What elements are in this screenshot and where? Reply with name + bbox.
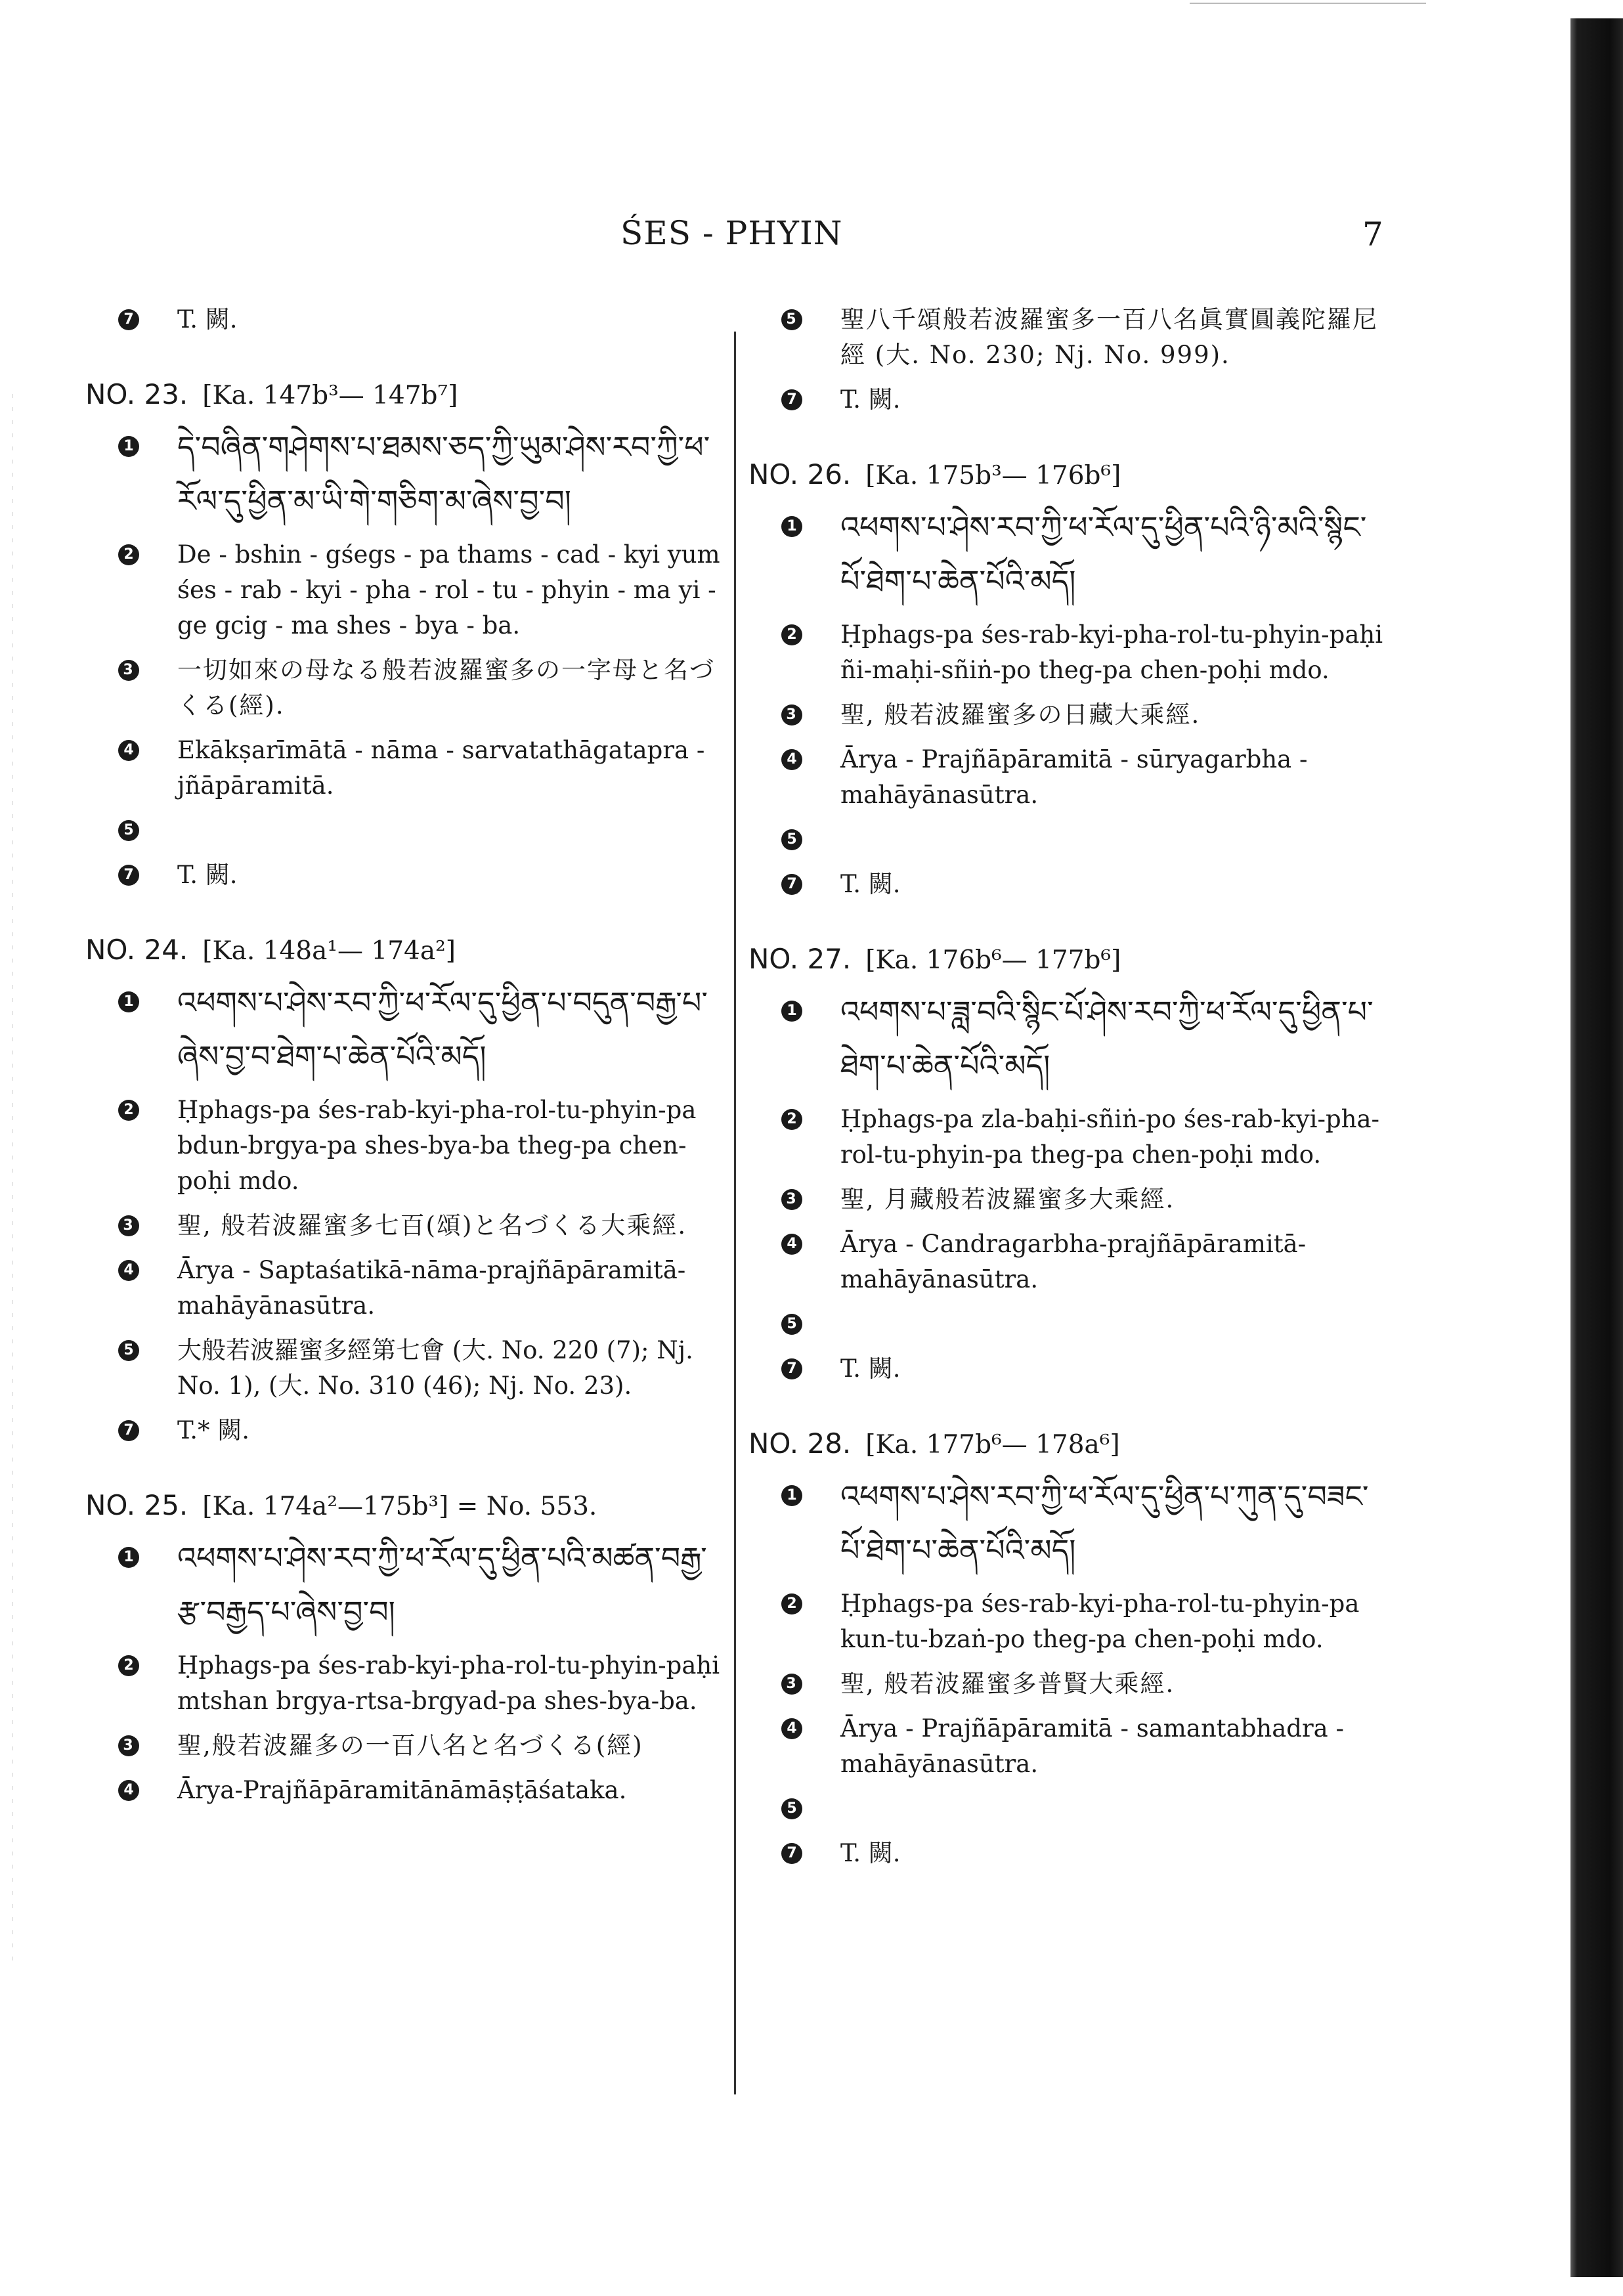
circled-number-marker-icon: 4 xyxy=(118,1780,139,1801)
circled-number-marker-icon: 1 xyxy=(118,436,139,457)
entry-field xyxy=(748,742,1392,813)
japanese-title: 一切如來の母なる般若波羅蜜多の一字母と名づくる(經). xyxy=(177,656,715,720)
circled-number-marker-icon: 7 xyxy=(781,1358,802,1379)
field-text: T. 闕. xyxy=(840,385,901,414)
circled-number-marker-icon: 7 xyxy=(118,865,139,886)
entry-field xyxy=(85,1333,725,1404)
circled-number-marker-icon: 1 xyxy=(118,991,139,1012)
entry-heading xyxy=(85,931,725,970)
field-text: T. 闕. xyxy=(177,861,238,889)
entry-field xyxy=(85,1093,725,1199)
tibetan-title: དེ་བཞིན་གཤེགས་པ་ཐམས་ཅད་ཀྱི་ཡུམ་ཤེས་རབ་ཀྱི་ཕ་རོལ་དུ་ཕྱིན་མ་ཡི་གེ་གཅིག་མ་ཞེས་བྱ་བ། xyxy=(177,429,710,519)
entry-field xyxy=(748,1102,1392,1173)
field-text: T.* 闕. xyxy=(177,1416,250,1444)
circled-number-marker-icon: 3 xyxy=(118,1215,139,1236)
japanese-title: 聖, 般若波羅蜜多七百(頌)と名づくる大乘經. xyxy=(177,1211,687,1240)
entry-reference: [Ka. 175b³— 176b⁶] xyxy=(865,461,1121,490)
tibetan-title: འཕགས་པ་ཤེས་རབ་ཀྱི་ཕ་རོལ་དུ་ཕྱིན་པ་ཀུན་དུ་བཟང་པོ་ཐེག་པ་ཆེན་པོའི་མདོ། xyxy=(840,1479,1369,1568)
entry-field xyxy=(748,302,1392,373)
japanese-title: 聖,般若波羅多の一百八名と名づくる(經) xyxy=(177,1731,643,1760)
circled-number-marker-icon: 4 xyxy=(118,740,139,761)
entry-reference: [Ka. 147b³— 147b⁷] xyxy=(202,381,458,410)
circled-number-marker-icon: 3 xyxy=(781,1674,802,1695)
entry-heading xyxy=(748,1425,1392,1464)
circled-number-marker-icon: 1 xyxy=(781,1001,802,1022)
field-text: Ārya - Prajñāpāramitā - samantabhadra - mahāyānasūtra. xyxy=(840,1714,1344,1778)
tibetan-title: འཕགས་པ་ཟླ་བའི་སྙིང་པོ་ཤེས་རབ་ཀྱི་ཕ་རོལ་དུ་ཕྱིན་པ་ཐེག་པ་ཆེན་པོའི་མདོ། xyxy=(840,994,1374,1083)
entry-reference: [Ka. 174a²—175b³] = No. 553. xyxy=(202,1492,597,1521)
field-text: Ḥphags-pa śes-rab-kyi-pha-rol-tu-phyin-pa bdun-brgya-pa shes-bya-ba theg-pa chen-poḥi mdo. xyxy=(177,1096,697,1195)
running-header xyxy=(0,214,1623,260)
entry-field xyxy=(85,302,725,337)
catalog-entry xyxy=(85,1486,725,1808)
entry-field xyxy=(85,420,725,528)
circled-number-marker-icon: 3 xyxy=(118,1735,139,1756)
entry-field xyxy=(85,537,725,643)
entry-field xyxy=(85,1531,725,1639)
catalog-entry xyxy=(748,940,1392,1387)
circled-number-marker-icon: 1 xyxy=(781,1485,802,1506)
circled-number-marker-icon: 4 xyxy=(781,749,802,770)
circled-number-marker-icon: 7 xyxy=(781,389,802,410)
entry-reference: [Ka. 177b⁶— 178a⁶] xyxy=(865,1430,1120,1460)
circled-number-marker-icon: 5 xyxy=(781,1314,802,1335)
circled-number-marker-icon: 7 xyxy=(118,309,139,330)
field-text: T. 闕. xyxy=(840,1354,901,1383)
tibetan-title: འཕགས་པ་ཤེས་རབ་ཀྱི་ཕ་རོལ་དུ་ཕྱིན་པའི་མཚན་བརྒྱ་རྩ་བརྒྱད་པ་ཞེས་བྱ་བ། xyxy=(177,1540,707,1630)
entry-heading xyxy=(748,456,1392,495)
entry-field xyxy=(748,1836,1392,1871)
entry-number: NO. 27. xyxy=(748,943,852,975)
field-text: T. 闕. xyxy=(177,305,238,334)
circled-number-marker-icon: 5 xyxy=(781,309,802,330)
field-text: T. 闕. xyxy=(840,870,901,898)
entry-field xyxy=(85,1728,725,1764)
entry-field xyxy=(748,697,1392,733)
entry-number: NO. 24. xyxy=(85,934,188,966)
circled-number-marker-icon: 2 xyxy=(118,1100,139,1121)
field-text: Ḥphags-pa śes-rab-kyi-pha-rol-tu-phyin-paḥi mtshan brgya-rtsa-brgyad-pa shes-bya-ba. xyxy=(177,1651,720,1715)
entry-number: NO. 25. xyxy=(85,1489,188,1521)
field-text: Ārya - Prajñāpāramitā - sūryagarbha - mahāyānasūtra. xyxy=(840,745,1308,809)
circled-number-marker-icon: 7 xyxy=(781,874,802,895)
circled-number-marker-icon: 1 xyxy=(781,516,802,537)
circled-number-marker-icon: 2 xyxy=(781,624,802,645)
left-column xyxy=(85,302,725,1846)
circled-number-marker-icon: 5 xyxy=(781,829,802,850)
field-text: T. 闕. xyxy=(840,1839,901,1867)
entry-field xyxy=(85,1253,725,1324)
field-text: Ḥphags-pa zla-baḥi-sñiṅ-po śes-rab-kyi-pha-rol-tu-phyin-pa theg-pa chen-poḥi mdo. xyxy=(840,1105,1380,1169)
catalog-entry-continuation xyxy=(748,302,1392,418)
entry-field xyxy=(748,1226,1392,1297)
circled-number-marker-icon: 2 xyxy=(781,1109,802,1130)
scan-edge-line xyxy=(1190,3,1426,4)
entry-field xyxy=(85,653,725,724)
entry-field xyxy=(85,1208,725,1244)
scan-margin-noise xyxy=(12,394,13,1970)
entry-heading xyxy=(748,940,1392,980)
japanese-title: 聖, 般若波羅蜜多の日藏大乘經. xyxy=(840,701,1201,729)
circled-number-marker-icon: 4 xyxy=(118,1260,139,1281)
field-text: Ārya - Saptaśatikā-nāma-prajñāpāramitā-mahāyānasūtra. xyxy=(177,1256,686,1320)
japanese-title: 聖, 般若波羅蜜多普賢大乘經. xyxy=(840,1670,1175,1698)
entry-field xyxy=(85,976,725,1083)
entry-number: NO. 28. xyxy=(748,1427,852,1460)
tibetan-title: འཕགས་པ་ཤེས་རབ་ཀྱི་ཕ་རོལ་དུ་ཕྱིན་པའི་ཉི་མའི་སྙིང་པོ་ཐེག་པ་ཆེན་པོའི་མདོ། xyxy=(840,509,1367,599)
entry-field xyxy=(748,1351,1392,1387)
right-column xyxy=(748,302,1392,1909)
tibetan-title: འཕགས་པ་ཤེས་རབ་ཀྱི་ཕ་རོལ་དུ་ཕྱིན་པ་བདུན་བརྒྱ་པ་ཞེས་བྱ་བ་ཐེག་པ་ཆེན་པོའི་མདོ། xyxy=(177,985,708,1074)
field-text: De - bshin - gśegs - pa thams - cad - kyi yum śes - rab - kyi - pha - rol - tu - phyin - ma yi - ge gcig - ma shes - bya - ba. xyxy=(177,540,720,639)
entry-heading xyxy=(85,1486,725,1526)
running-title: ŚES - PHYIN xyxy=(620,214,843,252)
book-binding-shadow xyxy=(1570,18,1623,2277)
circled-number-marker-icon: 4 xyxy=(781,1234,802,1255)
catalog-entry xyxy=(85,931,725,1448)
entry-field xyxy=(748,1791,1392,1827)
circled-number-marker-icon: 4 xyxy=(781,1718,802,1739)
catalog-entry-continuation xyxy=(85,302,725,337)
entry-field xyxy=(85,733,725,804)
entry-field xyxy=(748,985,1392,1093)
field-text: Ārya-Prajñāpāramitānāmāṣṭāśataka. xyxy=(177,1776,627,1804)
circled-number-marker-icon: 2 xyxy=(118,1655,139,1676)
catalog-entry xyxy=(85,376,725,893)
field-text: Ekākṣarīmātā - nāma - sarvatathāgatapra - jñāpāramitā. xyxy=(177,736,705,800)
entry-field xyxy=(85,813,725,848)
entry-reference: [Ka. 148a¹— 174a²] xyxy=(202,936,456,966)
japanese-title: 聖八千頌般若波羅蜜多一百八名眞實圓義陀羅尼經 (大. No. 230; Nj. No. 999). xyxy=(840,305,1378,369)
field-text: 大般若波羅蜜多經第七會 (大. No. 220 (7); Nj. No. 1), (大. No. 310 (46); Nj. No. 23). xyxy=(177,1336,693,1400)
circled-number-marker-icon: 2 xyxy=(781,1593,802,1614)
circled-number-marker-icon: 1 xyxy=(118,1547,139,1568)
catalog-entry xyxy=(748,1425,1392,1871)
circled-number-marker-icon: 2 xyxy=(118,544,139,565)
entry-field xyxy=(748,1307,1392,1342)
entry-field xyxy=(748,1711,1392,1782)
field-text: Ḥphags-pa śes-rab-kyi-pha-rol-tu-phyin-paḥi ñi-maḥi-sñiṅ-po theg-pa chen-poḥi mdo. xyxy=(840,620,1383,684)
column-divider xyxy=(734,332,736,2094)
field-text: Ḥphags-pa śes-rab-kyi-pha-rol-tu-phyin-pa kun-tu-bzaṅ-po theg-pa chen-poḥi mdo. xyxy=(840,1590,1360,1653)
circled-number-marker-icon: 7 xyxy=(118,1420,139,1441)
circled-number-marker-icon: 7 xyxy=(781,1843,802,1864)
entry-number: NO. 26. xyxy=(748,458,852,490)
entry-field xyxy=(85,1773,725,1808)
circled-number-marker-icon: 3 xyxy=(781,1189,802,1210)
circled-number-marker-icon: 5 xyxy=(118,1340,139,1361)
entry-reference: [Ka. 176b⁶— 177b⁶] xyxy=(865,945,1121,975)
entry-heading xyxy=(85,376,725,415)
entry-number: NO. 23. xyxy=(85,378,188,410)
japanese-title: 聖, 月藏般若波羅蜜多大乘經. xyxy=(840,1185,1175,1213)
entry-field xyxy=(85,1413,725,1448)
entry-field xyxy=(748,1469,1392,1577)
circled-number-marker-icon: 5 xyxy=(781,1798,802,1819)
circled-number-marker-icon: 3 xyxy=(118,660,139,681)
entry-field xyxy=(748,382,1392,418)
catalog-entry xyxy=(748,456,1392,902)
entry-field xyxy=(748,617,1392,688)
entry-field xyxy=(748,867,1392,902)
entry-field xyxy=(85,857,725,893)
entry-field xyxy=(748,1586,1392,1657)
page-number: 7 xyxy=(1362,215,1383,253)
entry-field xyxy=(85,1648,725,1719)
field-text: Ārya - Candragarbha-prajñāpāramitā-mahāyānasūtra. xyxy=(840,1230,1307,1293)
circled-number-marker-icon: 3 xyxy=(781,704,802,726)
entry-field xyxy=(748,1666,1392,1702)
entry-field xyxy=(748,822,1392,857)
circled-number-marker-icon: 5 xyxy=(118,820,139,841)
entry-field xyxy=(748,1182,1392,1217)
entry-field xyxy=(748,500,1392,608)
